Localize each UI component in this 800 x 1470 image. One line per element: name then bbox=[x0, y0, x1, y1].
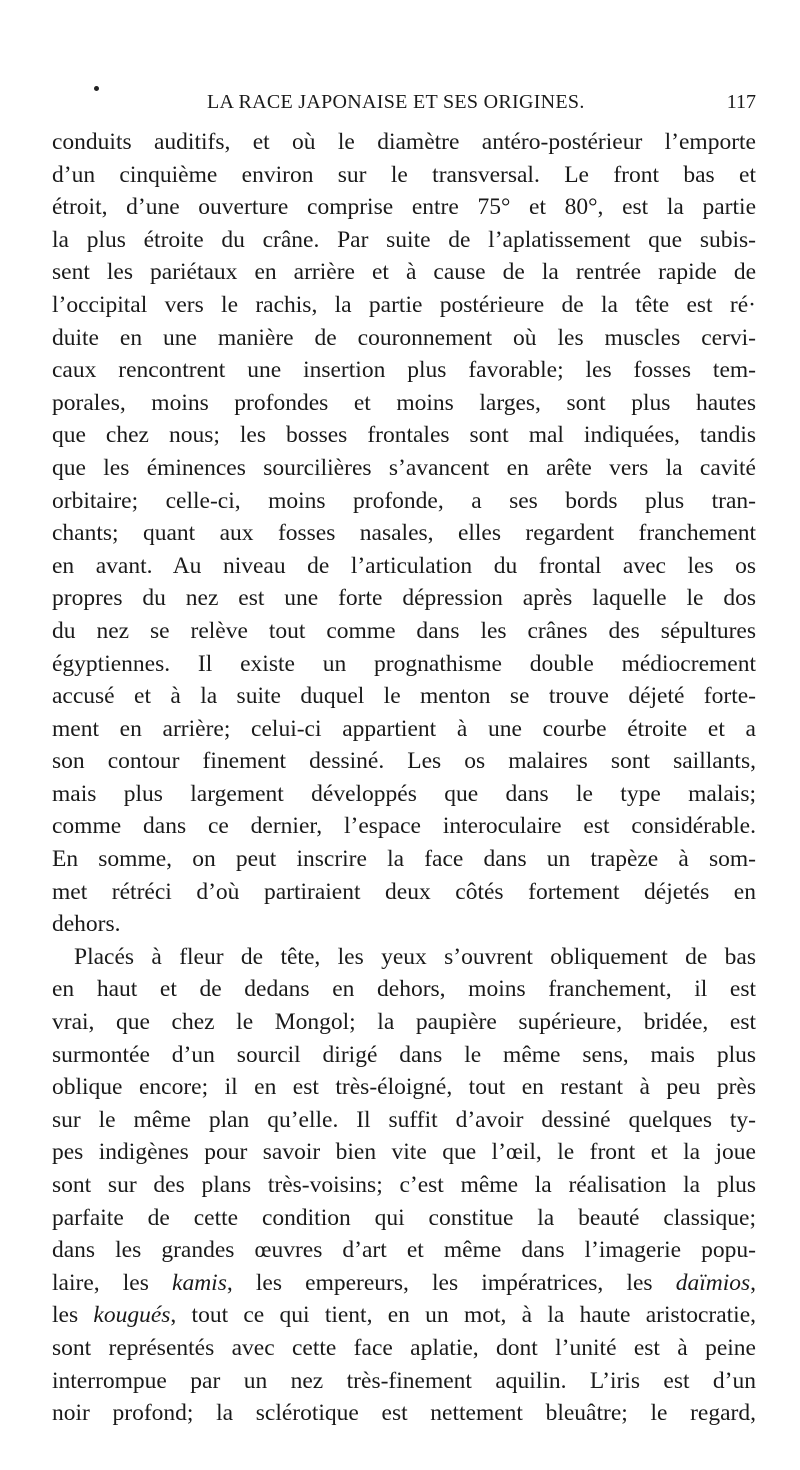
text-line: l’occipital vers le rachis, la partie postérieure de la tête est ré· bbox=[52, 291, 756, 318]
text-line: interrompue par un nez très-finement aquilin. L’iris est d’un bbox=[52, 1367, 756, 1394]
text-line: comme dans ce dernier, l’espace interoculaire est considérable. bbox=[52, 813, 756, 840]
text-line: duite en une manière de couronnement où les muscles cervi- bbox=[52, 324, 756, 351]
text-line-with-italics bbox=[52, 1267, 756, 1300]
text-line: sur le même plan qu’elle. Il suffit d’avoir dessiné quelques ty- bbox=[52, 1106, 756, 1133]
text-line: accusé et à la suite duquel le menton se trouve déjeté forte- bbox=[52, 683, 756, 710]
text-segment: , tout ce qui tient, en un mot, à la haute aristocratie, bbox=[170, 1302, 757, 1329]
text-line: vrai, que chez le Mongol; la paupière supérieure, bridée, est bbox=[52, 1009, 756, 1036]
text-line: porales, moins profondes et moins larges, sont plus hautes bbox=[52, 389, 756, 416]
text-line: caux rencontrent une insertion plus favorable; les fosses tem- bbox=[52, 357, 756, 384]
body-text bbox=[52, 126, 756, 1430]
text-line: noir profond; la sclérotique est nettement bleuâtre; le regard, bbox=[52, 1400, 756, 1427]
text-line: chants; quant aux fosses nasales, elles regardent franchement bbox=[52, 520, 756, 547]
text-line-with-italics bbox=[52, 1299, 756, 1332]
text-line: pes indigènes pour savoir bien vite que l’œil, le front et la joue bbox=[52, 1139, 756, 1166]
italic-term: kamis bbox=[172, 1269, 227, 1296]
text-line: sent les pariétaux en arrière et à cause de la rentrée rapide de bbox=[52, 259, 756, 286]
text-line: son contour finement dessiné. Les os malaires sont saillants, bbox=[52, 748, 756, 775]
text-line: mais plus largement développés que dans le type malais; bbox=[52, 780, 756, 807]
text-line: propres du nez est une forte dépression après laquelle le dos bbox=[52, 585, 756, 612]
running-head bbox=[52, 91, 756, 121]
italic-term: kougués bbox=[93, 1302, 171, 1329]
text-line: orbitaire; celle-ci, moins profonde, a ses bords plus tran- bbox=[52, 487, 756, 514]
text-line: en haut et de dedans en dehors, moins franchement, il est bbox=[52, 976, 756, 1003]
text-segment: laire, les bbox=[52, 1269, 173, 1296]
text-segment: , les empereurs, les impératrices, les bbox=[226, 1269, 676, 1296]
text-line: ment en arrière; celui-ci appartient à une courbe étroite et a bbox=[52, 715, 756, 742]
text-line: dans les grandes œuvres d’art et même dans l’imagerie popu- bbox=[52, 1237, 756, 1264]
text-segment: , bbox=[750, 1269, 756, 1296]
text-line: En somme, on peut inscrire la face dans un trapèze à som- bbox=[52, 846, 756, 873]
text-line: que chez nous; les bosses frontales sont mal indiquées, tandis bbox=[52, 422, 756, 449]
text-line: du nez se relève tout comme dans les crânes des sépultures bbox=[52, 617, 756, 644]
text-segment: les bbox=[52, 1302, 94, 1329]
text-line: d’un cinquième environ sur le transversal. Le front bas et bbox=[52, 161, 756, 188]
italic-term: daïmios bbox=[675, 1269, 751, 1296]
text-line: égyptiennes. Il existe un prognathisme double médiocrement bbox=[52, 650, 756, 677]
page-number: 117 bbox=[726, 91, 756, 113]
text-line: oblique encore; il en est très-éloigné, tout en restant à peu près bbox=[52, 1074, 756, 1101]
text-line: conduits auditifs, et où le diamètre antéro-postérieur l’emporte bbox=[52, 129, 756, 155]
text-line: parfaite de cette condition qui constitue la beauté classique; bbox=[52, 1204, 756, 1231]
text-line: surmontée d’un sourcil dirigé dans le même sens, mais plus bbox=[52, 1041, 756, 1068]
text-line: que les éminences sourcilières s’avancent en arête vers la cavité bbox=[52, 454, 756, 481]
text-line: sont représentés avec cette face aplatie, dont l’unité est à peine bbox=[52, 1334, 756, 1361]
text-line: en avant. Au niveau de l’articulation du frontal avec les os bbox=[52, 552, 756, 579]
running-title: LA RACE JAPONAISE ET SES ORIGINES. bbox=[207, 91, 585, 113]
text-line: met rétréci d’où partiraient deux côtés fortement déjetés en bbox=[52, 878, 756, 905]
text-line: étroit, d’une ouverture comprise entre 75° et 80°, est la partie bbox=[52, 194, 756, 221]
text-line: la plus étroite du crâne. Par suite de l’aplatissement que subis- bbox=[52, 226, 756, 253]
paragraph-end-line: dehors. bbox=[52, 911, 121, 938]
paragraph-start-line: Placés à fleur de tête, les yeux s’ouvrent obliquement de bas bbox=[74, 943, 756, 970]
text-line: sont sur des plans très-voisins; c’est même la réalisation la plus bbox=[52, 1172, 756, 1198]
